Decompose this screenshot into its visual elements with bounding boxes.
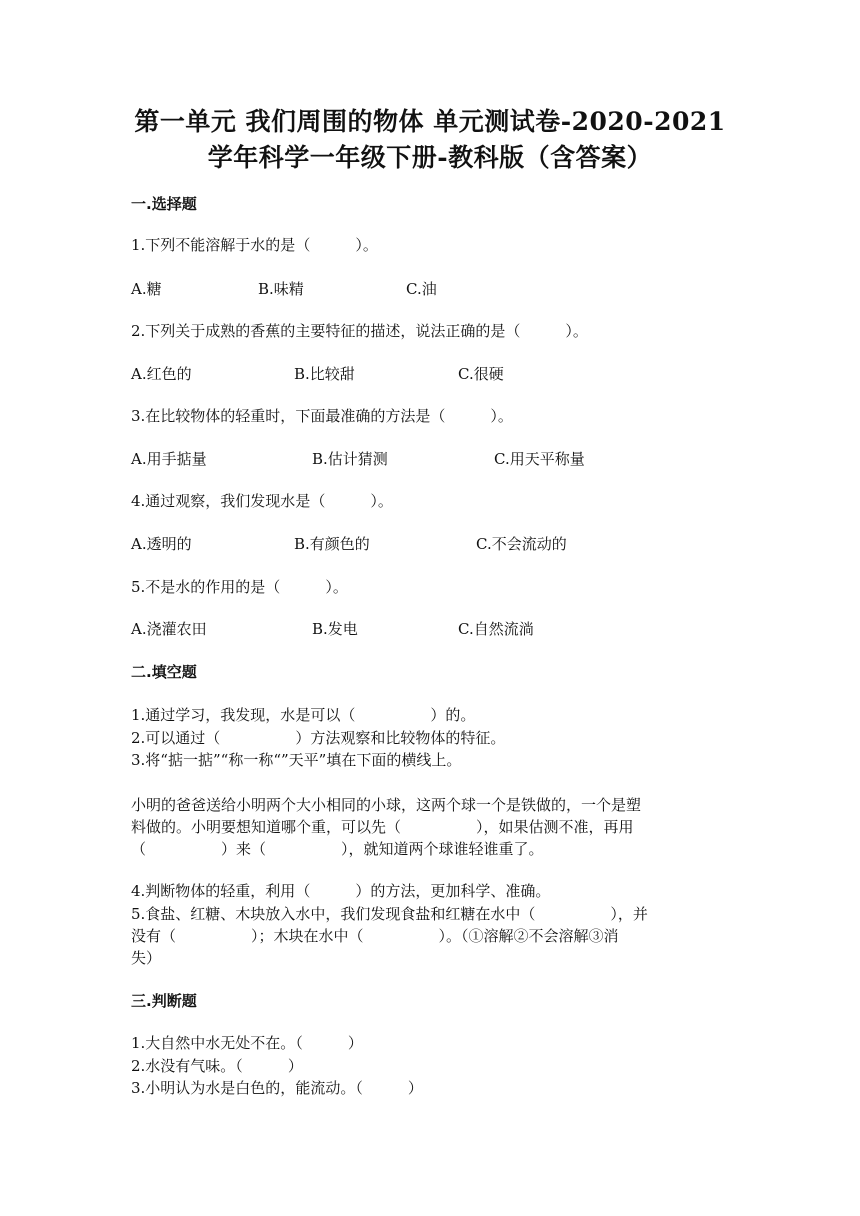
judge-line: 3.小明认为水是白色的，能流动。（ ） — [131, 1079, 423, 1097]
option-a: A.透明的 — [131, 535, 192, 553]
option-c: C.自然流淌 — [458, 620, 534, 638]
judge-line: 2.水没有气味。（ ） — [131, 1057, 303, 1075]
section-heading-fill-blank: 二.填空题 — [131, 663, 197, 681]
document-title-line-1: 第一单元 我们周围的物体 单元测试卷-2020-2021 — [134, 107, 726, 136]
question-stem: 4.通过观察，我们发现水是（ ）。 — [131, 492, 393, 510]
fill-line: 失） — [131, 949, 162, 967]
fill-line: 2.可以通过（ ）方法观察和比较物体的特征。 — [131, 729, 506, 747]
fill-line: 3.将“掂一掂”“称一称“”天平”填在下面的横线上。 — [131, 751, 462, 769]
judge-line: 1.大自然中水无处不在。（ ） — [131, 1034, 363, 1052]
fill-paragraph-line: 小明的爸爸送给小明两个大小相同的小球，这两个球一个是铁做的，一个是塑 — [131, 796, 642, 814]
section-heading-choice: 一.选择题 — [131, 195, 197, 213]
question-stem: 2.下列关于成熟的香蕉的主要特征的描述，说法正确的是（ ）。 — [131, 322, 588, 340]
option-a: A.用手掂量 — [131, 450, 207, 468]
option-b: B.发电 — [312, 620, 358, 638]
option-b: B.有颜色的 — [294, 535, 370, 553]
option-b: B.比较甜 — [294, 365, 355, 383]
question-stem: 5.不是水的作用的是（ ）。 — [131, 578, 348, 596]
option-a: A.浇灌农田 — [131, 620, 207, 638]
fill-paragraph-line: （ ）来（ ），就知道两个球谁轻谁重了。 — [131, 840, 544, 858]
fill-line: 5.食盐、红糖、木块放入水中，我们发现食盐和红糖在水中（ ），并 — [131, 905, 648, 923]
document-title-line-2: 学年科学一年级下册-教科版（含答案） — [207, 143, 653, 172]
option-a: A.糖 — [131, 280, 162, 298]
option-b: B.估计猜测 — [312, 450, 388, 468]
option-a: A.红色的 — [131, 365, 192, 383]
option-c: C.用天平称量 — [494, 450, 585, 468]
fill-paragraph-line: 料做的。小明要想知道哪个重，可以先（ ），如果估测不准，再用 — [131, 818, 634, 836]
option-c: C.很硬 — [458, 365, 504, 383]
option-b: B.味精 — [258, 280, 304, 298]
fill-line: 1.通过学习，我发现，水是可以（ ）的。 — [131, 706, 476, 724]
fill-line: 没有（ ）；木块在水中（ ）。（①溶解②不会溶解③消 — [131, 927, 619, 945]
fill-line: 4.判断物体的轻重，利用（ ）的方法，更加科学、准确。 — [131, 882, 551, 900]
option-c: C.不会流动的 — [476, 535, 567, 553]
option-c: C.油 — [406, 280, 437, 298]
section-heading-true-false: 三.判断题 — [131, 992, 197, 1010]
question-stem: 3.在比较物体的轻重时，下面最准确的方法是（ ）。 — [131, 407, 513, 425]
question-stem: 1.下列不能溶解于水的是（ ）。 — [131, 236, 378, 254]
